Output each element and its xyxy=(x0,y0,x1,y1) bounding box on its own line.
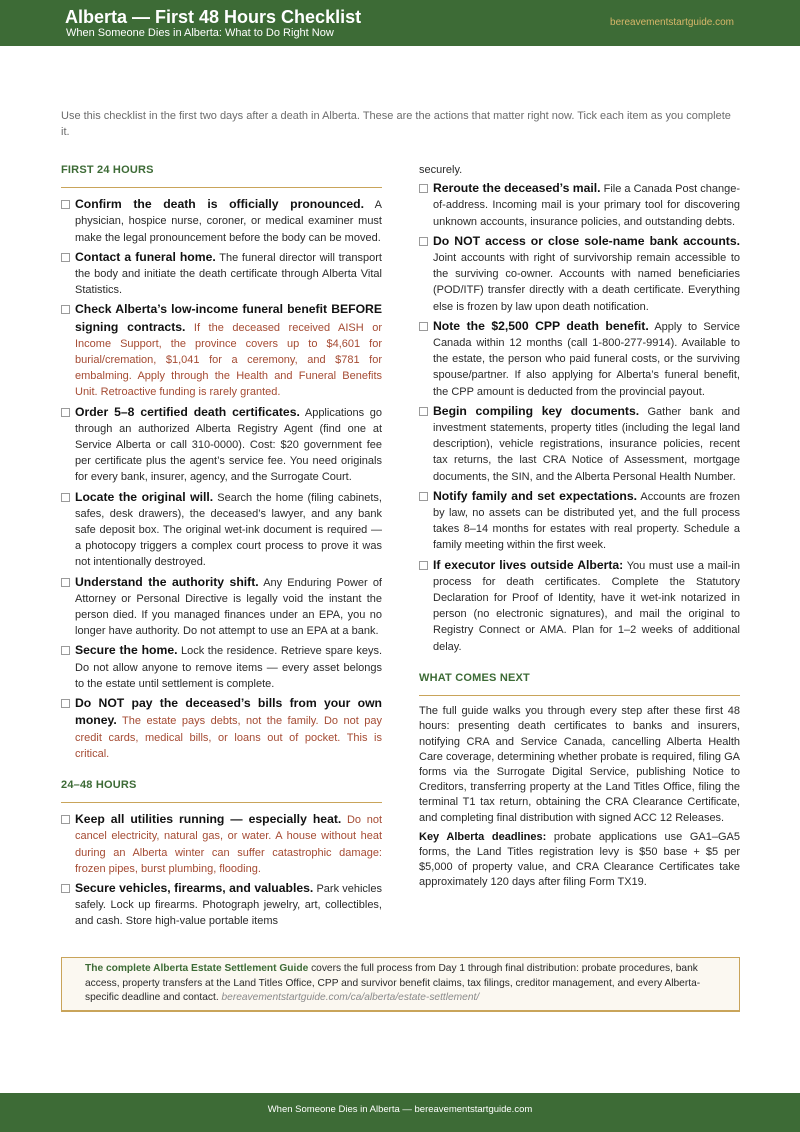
checkbox[interactable] xyxy=(61,408,70,417)
checklist-item-title: Do NOT access or close sole-name bank accounts. xyxy=(433,233,740,248)
checklist-item-warning: If the deceased received AISH or Income Support, the province covers up to $4,601 for burial/cremation, $1,041 for a ceremony, and $781 for embalming. Apply through the Health and Funeral Benefits Unit. Retroactive funding is rarely granted. xyxy=(75,321,382,399)
page-subtitle: When Someone Dies in Alberta: What to Do Right Now xyxy=(66,27,334,39)
checklist-item-title: Keep all utilities running — especially heat. xyxy=(75,812,342,827)
checklist-item-title: Secure the home. xyxy=(75,643,178,658)
checklist-item xyxy=(419,403,740,485)
checklist-item xyxy=(419,557,740,655)
checklist-item xyxy=(61,574,382,640)
checklist-item-title: Order 5–8 certified death certificates. xyxy=(75,404,300,419)
checkbox[interactable] xyxy=(61,815,70,824)
checklist-24-48 xyxy=(61,811,382,929)
right-column xyxy=(419,162,740,891)
checklist-item-title: Confirm the death is officially pronounced. xyxy=(75,197,364,212)
checkbox[interactable] xyxy=(61,578,70,587)
page-title: Alberta — First 48 Hours Checklist xyxy=(65,7,362,27)
checkbox[interactable] xyxy=(61,699,70,708)
guide-callout xyxy=(61,957,740,1012)
checklist-item-text: Lock the residence. Retrieve spare keys. Do not allow anyone to remove items — every asset belongs to the estate until settlement is complete. xyxy=(75,645,382,690)
what-next-paragraph: The full guide walks you through every step after these first 48 hours: presenting death certificates to banks and insurers, notifying CRA and Service Canada, cancelling Alberta Health Care coverage, determining whether probate is required, filing GA forms via the Surrogate Digital Service, publishing Notice to Creditors, transferring property at the Land Titles Office, filing the terminal T1 tax return, obtaining the CRA Clearance Certificate, and completing final distribution with signed ACC 12 Releases. xyxy=(419,705,740,824)
checklist-item-title: Begin compiling key documents. xyxy=(433,403,640,418)
checkbox[interactable] xyxy=(419,237,428,246)
checklist-item-title: Understand the authority shift. xyxy=(75,574,259,589)
checkbox[interactable] xyxy=(61,646,70,655)
checklist-item-title: Reroute the deceased’s mail. xyxy=(433,181,601,196)
checklist-item xyxy=(61,249,382,299)
checkbox[interactable] xyxy=(61,253,70,262)
checklist-item xyxy=(61,489,382,571)
section-heading-what-next: WHAT COMES NEXT xyxy=(419,671,530,684)
checklist-item-text: You must use a mail-in process for death certificates. Complete the Statutory Declaration for Proof of Identity, have it wet-ink notarized in person (no electronic signatures), and mail the original to Registry Connect or AMA. Plan for 1–2 weeks of additional delay. xyxy=(433,559,740,653)
page-header xyxy=(0,0,800,46)
checklist-item-text: The funeral director will transport the body and initiate the death certificate through Alberta Vital Statistics. xyxy=(75,251,382,297)
intro-text: Use this checklist in the first two days after a death in Alberta. These are the actions that matter right now. Tick each item as you complete it. xyxy=(61,110,731,138)
section-divider xyxy=(61,187,382,188)
left-column xyxy=(61,161,382,933)
checkbox[interactable] xyxy=(61,493,70,502)
checkbox[interactable] xyxy=(61,884,70,893)
checklist-item-text: Park vehicles safely. Lock up firearms. Photograph jewelry, art, collectibles, and cash. Store high-value portable items xyxy=(75,882,382,928)
checklist-item-text: Joint accounts with right of survivorship remain accessible to the surviving co-owner. Accounts with named beneficiaries (POD/ITF) transfer directly with a death certificate. Everything else is frozen by law upon death notification. xyxy=(433,252,740,313)
checklist-item-title: Contact a funeral home. xyxy=(75,249,216,264)
checkbox[interactable] xyxy=(61,200,70,209)
checklist-item xyxy=(419,233,740,315)
checklist-item-title: Check Alberta’s low-income funeral benefit BEFORE signing contracts. xyxy=(75,302,382,334)
deadlines-label: Key Alberta deadlines: xyxy=(419,830,547,843)
deadlines-text: probate applications use GA1–GA5 forms, the Land Titles registration levy is $50 base + $5 per $5,000 of property value, and CRA Clearance Certificates take approximately 120 days after filing Form TX19. xyxy=(419,830,740,889)
checklist-item-text: Search the home (filing cabinets, safes, desk drawers), the deceased’s lawyer, and any bank safe deposit box. The original wet-ink document is required — a photocopy triggers a complex court process to prove it was not intentionally destroyed. xyxy=(75,491,382,569)
checklist-item xyxy=(61,695,382,762)
checklist-item-text: File a Canada Post change-of-address. Incoming mail is your primary tool for discovering unknown accounts, insurance policies, and outstanding debts. xyxy=(433,183,741,228)
checkbox[interactable] xyxy=(419,492,428,501)
checklist-item-warning: Do not cancel electricity, natural gas, or water. A house without heat during an Alberta winter can suffer catastrophic damage: frozen pipes, burst plumbing, flooding. xyxy=(75,814,382,875)
checkbox[interactable] xyxy=(61,305,70,314)
callout-link[interactable]: bereavementstartguide.com/ca/alberta/estate-settlement/ xyxy=(221,992,480,1004)
checklist-item-title: Locate the original will. xyxy=(75,489,214,504)
checklist-item xyxy=(61,301,382,400)
checklist-item-text: Applications go through an authorized Alberta Registry Agent (find one at Service Alberta or call 310-0000). Cost: $20 government fee per certificate plus the agent’s service fee. You need originals for every bank, insurer, agency, and the Surrogate Court. xyxy=(75,406,382,484)
callout-title: The complete Alberta Estate Settlement Guide xyxy=(85,963,309,974)
checkbox[interactable] xyxy=(419,184,428,193)
checklist-item-warning: The estate pays debts, not the family. Do not pay credit cards, medical bills, or loans out of pocket. This is critical. xyxy=(75,715,382,760)
header-site-link[interactable]: bereavementstartguide.com xyxy=(610,17,734,28)
section-divider xyxy=(419,695,740,696)
deadlines-paragraph xyxy=(419,830,740,891)
checklist-item-text: Accounts are frozen by law, no assets can be distributed yet, and the full process takes 8–14 months for estates with real property. Schedule a family meeting within the first week. xyxy=(433,490,740,552)
checklist-item xyxy=(419,488,740,554)
checkbox[interactable] xyxy=(419,322,428,331)
checklist-first-24 xyxy=(61,196,382,762)
checklist-item xyxy=(61,811,382,877)
checklist-item xyxy=(61,880,382,930)
section-heading-first-24: FIRST 24 HOURS xyxy=(61,164,154,176)
checkbox[interactable] xyxy=(419,407,428,416)
checklist-item-text: A physician, hospice nurse, coroner, or medical examiner must make the legal pronouncement before the body can be moved. xyxy=(75,199,382,244)
section-heading-24-48: 24–48 HOURS xyxy=(61,778,137,791)
checklist-item xyxy=(61,642,382,692)
checklist-item-title: Notify family and set expectations. xyxy=(433,488,638,503)
checklist-item xyxy=(419,318,740,400)
section-divider xyxy=(61,802,382,803)
checklist-item-title: Secure vehicles, firearms, and valuables. xyxy=(75,880,314,895)
checklist-item-text: Gather bank and investment statements, property titles (including the legal land description), vehicle registrations, insurance policies, recent tax returns, the last CRA Notice of Assessment, mortgage documents, the SIN, and the Alberta Personal Health Number. xyxy=(433,405,740,483)
continued-text: securely. xyxy=(419,164,463,176)
checkbox[interactable] xyxy=(419,561,428,570)
checklist-item-title: If executor lives outside Alberta: xyxy=(433,557,624,572)
page-footer: When Someone Dies in Alberta — bereavementstartguide.com xyxy=(0,1093,800,1132)
checklist-24-48-cont xyxy=(419,180,740,655)
checklist-item xyxy=(419,180,740,230)
checklist-item-text: Any Enduring Power of Attorney or Personal Directive is legally void the instant the person died. If you managed finances under an EPA, you no longer have authority. Do not attempt to use an EPA at a bank. xyxy=(75,576,382,638)
checklist-item xyxy=(61,404,382,486)
checklist-item-title: Note the $2,500 CPP death benefit. xyxy=(433,318,649,333)
checklist-item-title: Do NOT pay the deceased’s bills from your own money. xyxy=(75,696,382,728)
callout-text: covers the full process from Day 1 through final distribution: probate procedures, bank access, property transfers at the Land Titles Office, CPP and survivor benefit claims, tax filings, creditor management, and every Alberta-specific deadline and contact. xyxy=(85,963,701,1004)
checklist-item-text: Apply to Service Canada within 12 months (call 1-800-277-9914). Available to the estate, the person who paid funeral costs, or the surviving spouse/partner. If also applying for Alberta’s funeral benefit, the CPP amount is deducted from the provincial payout. xyxy=(433,320,741,398)
checklist-item xyxy=(61,196,382,246)
